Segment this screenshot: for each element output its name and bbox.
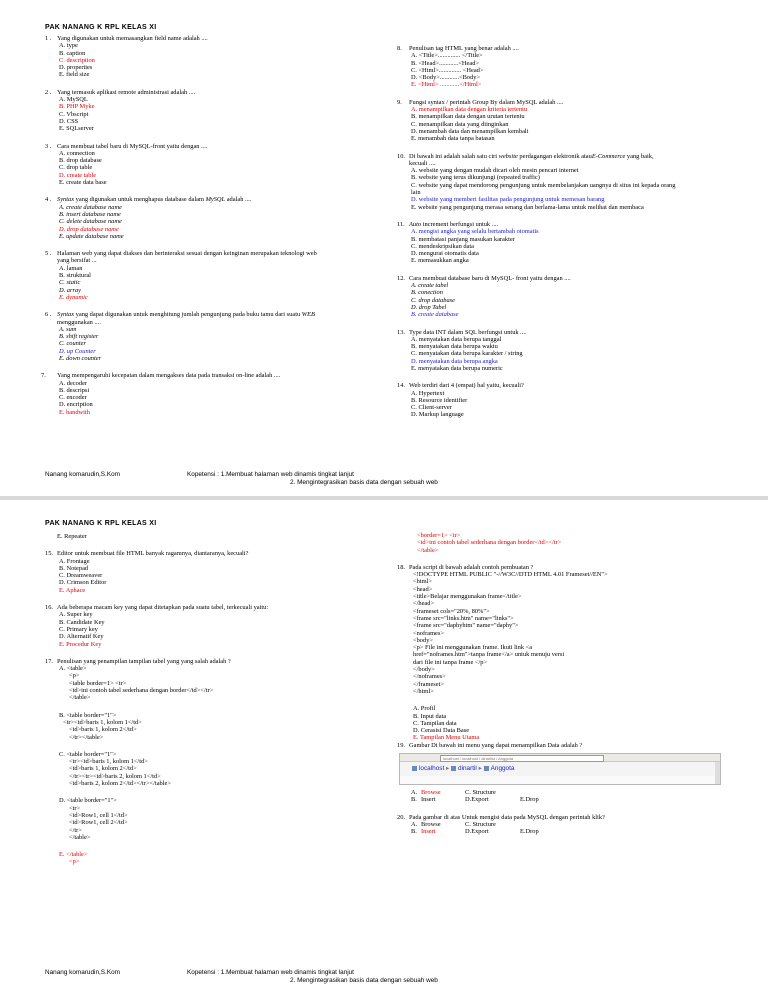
question-8: 8. Penulisan tag HTML yang benar adalah .... [397, 45, 519, 52]
option: C. <table border="1"> [59, 750, 117, 758]
scrollbar [715, 762, 720, 784]
option: A. decoder [59, 379, 88, 387]
code-line: <p> [69, 672, 80, 680]
option-row: A. Browse C. Structure [411, 820, 496, 828]
option: A. Profil [413, 705, 436, 713]
option: C. Tampilan data [413, 719, 457, 727]
option: E. memasukkan angka [411, 257, 469, 265]
code-line: <p> [69, 858, 80, 866]
option: E. field size [59, 71, 90, 79]
option-row: B. Insert D.Export E.Drop [411, 796, 539, 804]
option: C. delete database name [59, 218, 122, 226]
option: B. <table border="1"> [59, 711, 117, 719]
answer-option: E. dynamic [59, 293, 88, 301]
option: B. shift register [59, 333, 99, 341]
separator-icon: ▸ [446, 765, 450, 773]
option: C. encoder [59, 394, 87, 402]
option: D. Markup language [411, 411, 464, 419]
option: A. MySQL [59, 96, 88, 104]
option: A. laman [59, 264, 83, 272]
phpmyadmin-screenshot [399, 753, 721, 785]
code-line: </tr> [69, 826, 82, 834]
option: A. menyatakan data berupa tanggal [411, 335, 502, 343]
option: E. menyatakan data berupa numeric [411, 364, 503, 372]
question-14: 14. Web terdiri dari 4 (empat) hal yaitu, kecuali? [397, 382, 524, 390]
option: E. Repeater [57, 533, 87, 540]
option: B. menyatakan data berupa waktu [411, 343, 498, 351]
answer-option: D. up Counter [59, 347, 96, 355]
code-line: <frame src="daphyhtm" name="daphy"> [413, 622, 519, 630]
option: C. counter [59, 340, 86, 348]
option: B. insert database name [59, 210, 121, 218]
option: C. drop table [59, 164, 93, 172]
option: C. menyatakan data berupa karakter / string [411, 350, 523, 358]
footer-competence-1: Kopetensi : 1.Membuat halaman web dinamis tingkat lanjut [187, 471, 354, 478]
option: D. Alternatif Key [59, 633, 104, 641]
answer-option: C. description [59, 56, 95, 64]
option: B. <Head>............<Head> [411, 59, 480, 67]
option: A. Hypertext [411, 389, 445, 397]
question-19: 19. Gambar Di bawah ini menu yang dapat menampilkan Data adalah ? [397, 741, 583, 749]
code-line: <td>Row1, cell 2</td> [69, 819, 128, 827]
option: B. caption [59, 49, 86, 57]
answer-option: A. mengisi angka yang selalu bertambah otomatis [411, 228, 539, 236]
option: B. Resource identifier [411, 396, 468, 404]
option: A. type [59, 42, 78, 50]
option: A. <table> [59, 665, 87, 673]
option: E. website yang pengunjung merasa senang dan berlama-lama untuk melihat dan membaca [411, 203, 644, 211]
question-10: 10. Di bawah ini adalah salah satu ciri website perdagangan elektronik atauE-Commerce yang baik, [397, 152, 654, 160]
option: A. sum [59, 325, 77, 333]
page-1 [0, 0, 768, 496]
option: C. Client-server [411, 404, 452, 412]
footer-author: Nanang komarudin,S.Kom [45, 969, 120, 976]
question-15: 15. Editor untuk membuat file HTML banyak ragamnya, diantaranya, kecuali? [45, 550, 249, 558]
question-20: 20. Pada gambar di atas Untuk mengisi data pada MySQL dengan perintah klik? [397, 813, 605, 821]
option: B. struktural [59, 272, 91, 280]
code-line: </html> [413, 687, 434, 695]
option: B. drop database [59, 157, 102, 165]
database-icon [451, 766, 456, 771]
option: C. Vbscript [59, 110, 89, 118]
option: B. website yang terus dikunjungi (repeated traffic) [411, 174, 540, 182]
code-line: </tr></table> [69, 733, 104, 741]
option: C. Primary key [59, 625, 98, 633]
option: C. mendeskripsikan data [411, 242, 475, 250]
code-line: </tr><tr><td>baris 2, kolom 1</td> [69, 772, 161, 780]
browser-toolbar [400, 754, 720, 762]
question-2: 2 . Yang termasuk aplikasi remote administrasi adalah .... [45, 88, 196, 96]
option: D. properties [59, 64, 93, 72]
option: D. CSS [59, 117, 79, 125]
option: C. static [59, 279, 81, 287]
left-column [45, 533, 385, 866]
code-line: href="noframes.htm">tanpa frame</a> untuk menuju versi [413, 651, 565, 659]
option: E. down counter [59, 354, 102, 362]
footer-competence-2: 2. Mengintegrasikan basis data dengan sebuah web [290, 479, 438, 486]
footer-author: Nanang komarudin,S.Kom [45, 471, 120, 478]
code-line: <tr><td>baris 1, kolom 1</td> [69, 758, 148, 766]
address-bar: localhost / localhost / dinarlist / Anggota [440, 755, 604, 762]
table-icon [484, 766, 489, 771]
right-column [397, 532, 737, 836]
code-line: <td>ini contoh tabel sederhana dengan border</td></tr> [417, 539, 562, 547]
code-line: <body> [413, 636, 433, 644]
code-line: <td>baris 1, kolom 2</td> [69, 765, 137, 773]
question-18: 18. Pada script di bawah adalah contoh pembuatan ? [397, 563, 534, 571]
question-continuation: yang bersifat ... [57, 257, 97, 265]
code-line: <tr><td>baris 1, kolom 1</td> [63, 718, 142, 726]
code-line: <noframes> [413, 629, 444, 637]
code-line: <title>Belajar menggunakan frame</title> [413, 593, 522, 601]
option: E. update database name [59, 232, 124, 240]
code-line: <!DOCTYPE HTML PUBLIC "-//W3C//DTD HTML 4.01 Frameset//EN"> [413, 571, 608, 579]
question-7: 7. Yang mempengaruhi kecepatan dalam mengakses data pada transaksi on-line adalah .... [41, 372, 281, 380]
breadcrumb-localhost: localhost [419, 765, 445, 773]
option: A. <Title>.............. </Title> [411, 52, 483, 60]
answer-option: E. Procedur Key [59, 640, 102, 648]
answer-option: D. website yang memberi fasilitas pada pengunjung untuk memesan barang [411, 196, 605, 204]
question-4: 4 . Syntax yang digunakan untuk menghapus database dalam MySQL adalah .... [45, 196, 252, 204]
code-line: </frameset> [413, 680, 444, 688]
option: D. menambah data dan menampilkan kembali [411, 127, 529, 135]
code-line: </table> [69, 833, 91, 841]
answer-option: D. drop database name [59, 225, 119, 233]
question-12: 12. Cara membuat database baru di MySQL- front yaitu dengan .... [397, 274, 571, 282]
question-11: 11. Auto increment berfungsi untuk .... [397, 220, 499, 228]
code-line: <frame src="links.htm" name="links"> [413, 614, 514, 622]
code-line: <td>ini contoh tabel sederhana dengan border</td></tr> [69, 687, 214, 695]
option: B. conection [411, 289, 443, 297]
code-line: dari file ini tanpa frame </p> [413, 658, 488, 666]
answer-option: D. create table [59, 171, 97, 179]
code-line: <table border=1> <tr> [69, 679, 127, 687]
answer-option: E. </table> [59, 851, 88, 859]
code-line: <tr> [69, 804, 81, 812]
question-17: 17. Penulisan yang penampilan tampilan tabel yang yang salah adalah ? [45, 657, 231, 665]
question-16: 16. Ada beberapa macam key yang dapat ditetapkan pada suatu tabel, terkecuali yaitu: [45, 604, 269, 612]
code-line: <td>Row1, cell 1</td> [69, 811, 128, 819]
separator-icon: ▸ [478, 765, 482, 773]
code-line: </head> [413, 600, 435, 608]
option: D. drop Tabel [411, 303, 447, 311]
option: B. descripsi [59, 386, 90, 394]
option: B. membatasi panjang masukan karakter [411, 235, 515, 243]
footer-competence-2: 2. Mengintegrasikan basis data dengan sebuah web [290, 977, 438, 984]
breadcrumb [412, 765, 514, 772]
page-header: PAK NANANG K RPL KELAS XI [45, 24, 157, 31]
option: A. create tabel [411, 282, 449, 290]
option: E. create data base [59, 179, 107, 187]
code-line: <frameset cols="20%, 80%"> [413, 607, 490, 615]
question-13: 13. Type data INT dalam SQL berfungsi untuk .... [397, 328, 527, 336]
option-continuation: lain [411, 189, 421, 197]
question-3: 3 . Cara membuat tabel baru di MySQL-front yaitu dengan .... [45, 142, 208, 150]
option: C. menampilkan data yang diinginkan [411, 120, 509, 128]
server-icon [412, 766, 417, 771]
option: A. Frontage [59, 557, 90, 565]
question-9: 9. Fungsi syntax / perintah Group By dalam MySQL adalah .... [397, 98, 564, 106]
option: D. <table border="1"> [59, 797, 117, 805]
option: B. Input data [413, 712, 447, 720]
option: D. Crimson Editor [59, 579, 107, 587]
page-header: PAK NANANG K RPL KELAS XI [45, 520, 157, 527]
option: E. SQLserver [59, 125, 94, 133]
option: B. Notepad [59, 564, 89, 572]
code-line: </noframes> [413, 673, 446, 681]
option: C. drop database [411, 296, 455, 304]
option: C. Dreamweaver [59, 572, 103, 580]
option: C. website yang dapat mendorong pengunjung untuk membelanjakan uangnya di situs ini kepada orang [411, 181, 676, 189]
option: A. Super key [59, 611, 93, 619]
answer-option: B. PHP Myke [59, 103, 95, 111]
answer-option: A. menampilkan data dengan kriteria tertentu [411, 106, 528, 114]
code-line: <border=1> <tr> [417, 532, 461, 539]
option: E. menambah data tanpa batasan [411, 135, 495, 143]
option: A. create database name [59, 203, 122, 211]
question-continuation: kecuali .... [409, 159, 436, 167]
option: D. Cerasisi Data Base [413, 727, 470, 735]
answer-option: E. Tampilan Menu Utama [413, 734, 480, 742]
answer-option: E. <Html> ............</Html> [411, 81, 482, 89]
code-line: <p> File ini menggunakan frame. Ikuti link <a [413, 644, 533, 652]
option: A. website yang dengan mudah dicari oleh mesin pencari internet [411, 167, 579, 175]
code-line: </body> [413, 666, 435, 674]
option: B. Candidate Key [59, 618, 105, 626]
option: D. encription [59, 401, 93, 409]
option: B. menampilkan data dengan urutan tertentu [411, 113, 525, 121]
page-2 [0, 500, 768, 994]
code-line: <td>baris 2, kolom 2</td></tr></table> [69, 780, 171, 788]
answer-option: E. Aphace [59, 586, 86, 594]
code-line: <html> [413, 578, 432, 586]
option: D. mengurai otomatis data [411, 250, 479, 258]
option: A. connection [59, 149, 95, 157]
answer-option: E. bandwith [59, 408, 90, 416]
option: C. <Html>.............. <Head> [411, 66, 484, 74]
breadcrumb-table: Anggota [490, 765, 515, 773]
answer-option: B. create database [411, 311, 459, 319]
code-line: <td>baris 1, kolom 2</td> [69, 726, 137, 734]
right-column [397, 45, 737, 419]
question-1: 1 . Yang digunakan untuk memasangkan field name adalah .... [45, 35, 208, 42]
question-5: 5 . Halaman web yang dapat diakses dan berinteraksi sesuai dengan keinginan merupakan teknologi web [45, 250, 317, 258]
answer-option: D. menyatakan data berupa angka [411, 357, 498, 365]
option-row: B. Insert D.Export E.Drop [411, 828, 539, 836]
question-6: 6 . Syntax yang dapat digunakan untuk menghitung jumlah pengunjung pada buku tamu dari suatu WEB [45, 311, 315, 319]
option-row: A. Browse C. Structure [411, 789, 496, 797]
option: D. array [59, 286, 82, 294]
code-line: <head> [413, 585, 433, 593]
option: D. <Body>............<Body> [411, 74, 481, 82]
left-column [41, 35, 385, 416]
code-line: </table> [417, 546, 439, 554]
breadcrumb-database: dinartil [458, 765, 477, 773]
footer-competence-1: Kopetensi : 1.Membuat halaman web dinamis tingkat lanjut [187, 969, 354, 976]
question-continuation: menggunakan .... [57, 318, 101, 326]
code-line: </table> [69, 694, 91, 702]
